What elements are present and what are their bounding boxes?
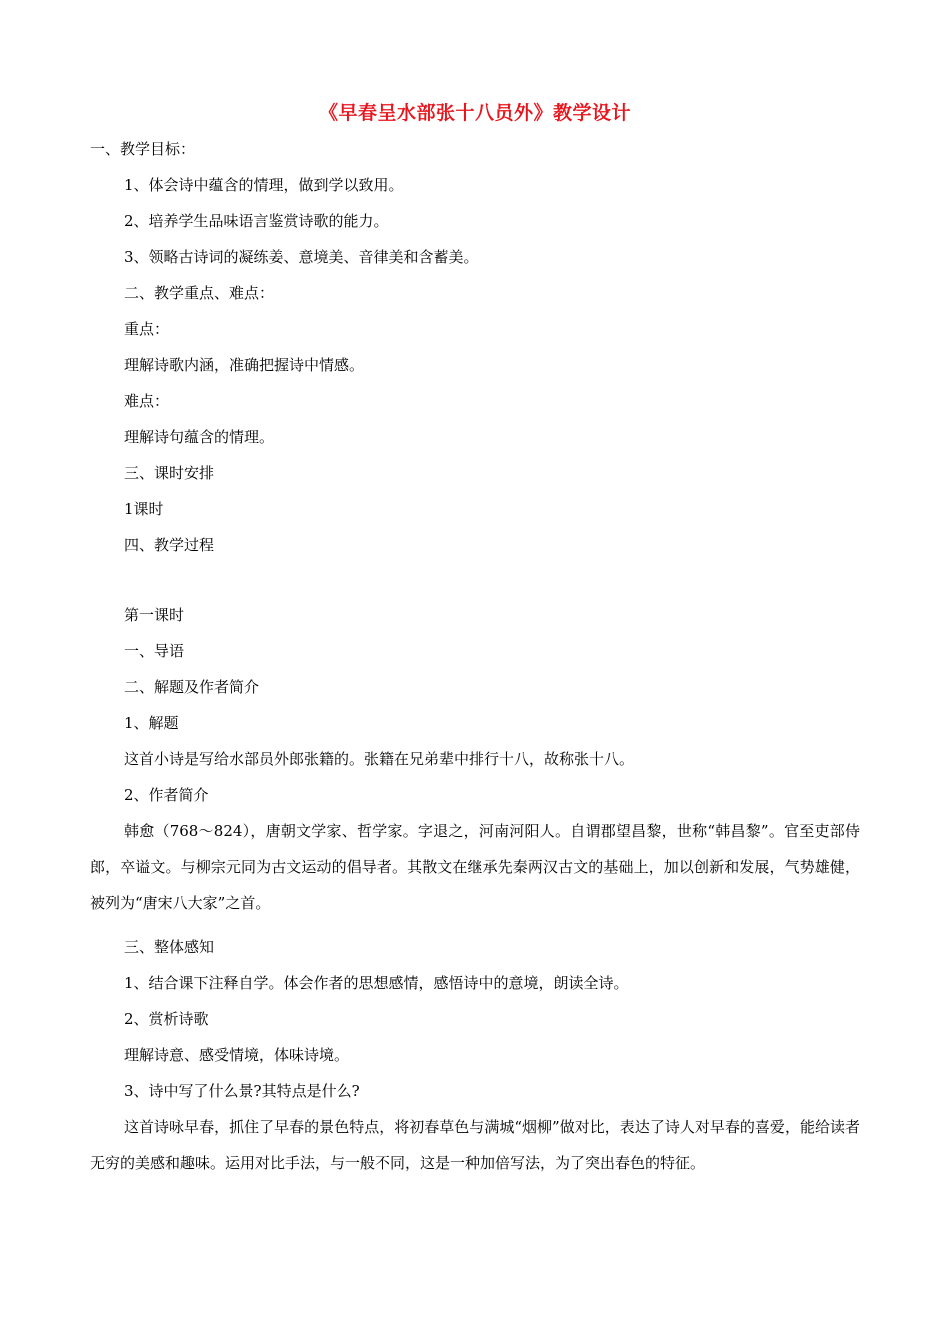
schedule-text: 1课时 [124, 500, 164, 518]
lesson-heading: 第一课时 [124, 606, 185, 624]
step-heading-intro: 一、导语 [124, 642, 185, 660]
overall-item-2: 2、赏析诗歌 [124, 1010, 209, 1028]
overall-item-2-text: 理解诗意、感受情境，体味诗境。 [124, 1046, 350, 1064]
overall-item-3: 3、诗中写了什么景?其特点是什么? [124, 1082, 360, 1100]
objective-item-3: 3、领略古诗词的凝练姜、意境美、音律美和含蓄美。 [124, 248, 479, 266]
objective-item-1: 1、体会诗中蕴含的情理，做到学以致用。 [124, 176, 404, 194]
step-heading-overall: 三、整体感知 [124, 938, 215, 956]
section-heading-process: 四、教学过程 [124, 536, 215, 554]
objective-item-2: 2、培养学生品味语言鉴赏诗歌的能力。 [124, 212, 389, 230]
difficulty-label: 难点： [124, 392, 170, 410]
key-point-text: 理解诗歌内涵，准确把握诗中情感。 [124, 356, 365, 374]
title-explain-text: 这首小诗是写给水部员外郎张籍的。张籍在兄弟辈中排行十八，故称张十八。 [124, 750, 635, 768]
subheading-author: 2、作者简介 [124, 786, 209, 804]
author-paragraph: 韩愈（768～824），唐朝文学家、哲学家。字退之，河南河阳人。自谓郡望昌黎，世称“韩昌黎”。官至吏部侍郎，卒谥文。与柳宗元同为古文运动的倡导者。其散文在继承先秦两汉古文的基础上，加以创新和发展，气势雄健，被列为“唐宋八大家”之首。 [90, 822, 860, 912]
overall-item-1: 1、结合课下注释自学。体会作者的思想感情，感悟诗中的意境，朗读全诗。 [124, 974, 629, 992]
key-point-label: 重点： [124, 320, 170, 338]
section-heading-schedule: 三、课时安排 [124, 464, 215, 482]
section-heading-key-points: 二、教学重点、难点： [124, 284, 275, 302]
step-heading-title-author: 二、解题及作者简介 [124, 678, 260, 696]
subheading-title-explain: 1、解题 [124, 714, 179, 732]
document-title: 《早春呈水部张十八员外》教学设计 [318, 102, 631, 124]
section-heading-objectives: 一、教学目标： [90, 140, 196, 158]
scene-analysis-paragraph: 这首诗咏早春，抓住了早春的景色特点，将初春草色与满城“烟柳”做对比，表达了诗人对早春的喜爱，能给读者无穷的美感和趣味。运用对比手法，与一般不同，这是一种加倍写法，为了突出春色的特征。 [90, 1118, 860, 1172]
difficulty-text: 理解诗句蕴含的情理。 [124, 428, 275, 446]
